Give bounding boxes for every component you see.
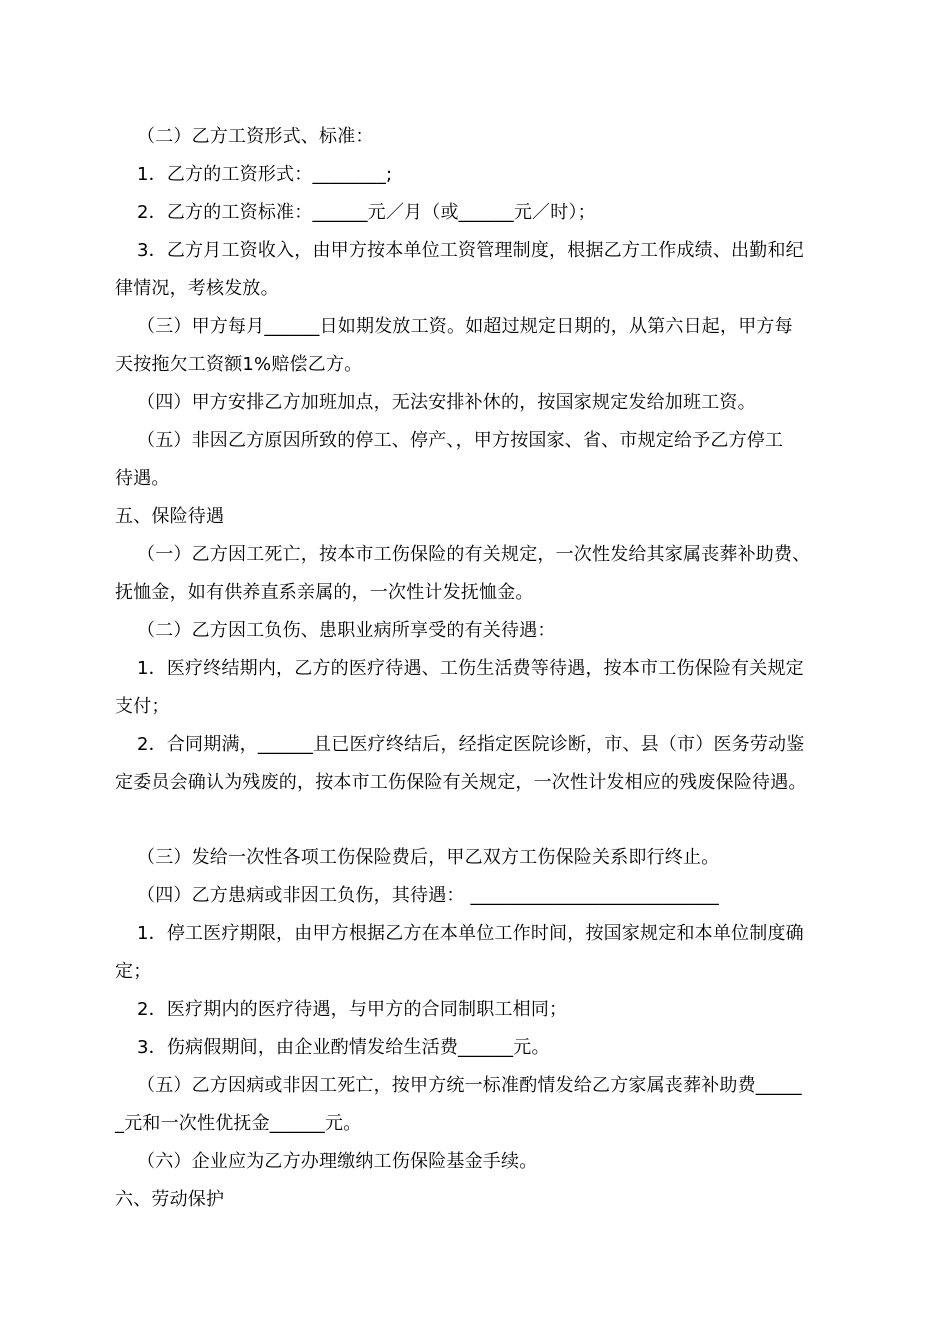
insurance-clause-1: （一）乙方因工死亡，按本市工伤保险的有关规定，一次性发给其家属丧葬补助费、 <box>137 544 811 565</box>
wage-form-item-2: 2．乙方的工资标准：______元／月（或______元／时）； <box>137 202 596 223</box>
insurance-clause-6: （六）企业应为乙方办理缴纳工伤保险基金手续。 <box>137 1151 538 1172</box>
insurance-clause-4: （四）乙方患病或非因工负伤，其待遇： ___________________________ <box>137 885 719 906</box>
wage-form-item-3-cont: 律情况，考核发放。 <box>115 278 279 299</box>
clause-2-wage-form: （二）乙方工资形式、标准： <box>137 126 374 147</box>
section-5-heading: 五、保险待遇 <box>115 506 225 527</box>
insurance-clause-2-item-1-cont: 支付； <box>115 696 170 717</box>
insurance-clause-3: （三）发给一次性各项工伤保险费后，甲乙双方工伤保险关系即行终止。 <box>137 847 720 868</box>
clause-5-stoppage-cont: 待遇。 <box>115 468 170 489</box>
insurance-clause-4-item-1-cont: 定； <box>115 961 152 982</box>
insurance-clause-2-item-2: 2．合同期满，______且已医疗终结后，经指定医院诊断，市、县（市）医务劳动鉴 <box>137 734 805 755</box>
insurance-clause-1-cont: 抚恤金，如有供养直系亲属的，一次性计发抚恤金。 <box>115 582 534 603</box>
insurance-clause-5-cont: _元和一次性优抚金______元。 <box>115 1113 362 1134</box>
clause-3-pay-date-cont: 天按拖欠工资额1%赔偿乙方。 <box>115 354 363 375</box>
insurance-clause-4-item-2: 2．医疗期内的医疗待遇，与甲方的合同制职工相同； <box>137 999 568 1020</box>
clause-3-pay-date: （三）甲方每月______日如期发放工资。如超过规定日期的，从第六日起，甲方每 <box>137 316 793 337</box>
insurance-clause-2: （二）乙方因工负伤、患职业病所享受的有关待遇： <box>137 620 556 641</box>
clause-4-overtime: （四）甲方安排乙方加班加点，无法安排补休的，按国家规定发给加班工资。 <box>137 392 756 413</box>
wage-form-item-1: 1．乙方的工资形式：________; <box>137 164 393 185</box>
clause-5-stoppage: （五）非因乙方原因所致的停工、停产、，甲方按国家、省、市规定给予乙方停工 <box>137 430 784 451</box>
section-6-heading: 六、劳动保护 <box>115 1189 225 1210</box>
insurance-clause-4-item-3: 3．伤病假期间，由企业酌情发给生活费______元。 <box>137 1037 550 1058</box>
insurance-clause-5: （五）乙方因病或非因工死亡，按甲方统一标准酌情发给乙方家属丧葬补助费_____ <box>137 1075 802 1096</box>
insurance-clause-2-item-2-cont: 定委员会确认为残废的，按本市工伤保险有关规定，一次性计发相应的残废保险待遇。 <box>115 772 807 793</box>
insurance-clause-4-item-1: 1．停工医疗期限，由甲方根据乙方在本单位工作时间，按国家规定和本单位制度确 <box>137 923 804 944</box>
wage-form-item-3: 3．乙方月工资收入，由甲方按本单位工资管理制度，根据乙方工作成绩、出勤和纪 <box>137 240 804 261</box>
insurance-clause-2-item-1: 1．医疗终结期内，乙方的医疗待遇、工伤生活费等待遇，按本市工伤保险有关规定 <box>137 658 804 679</box>
